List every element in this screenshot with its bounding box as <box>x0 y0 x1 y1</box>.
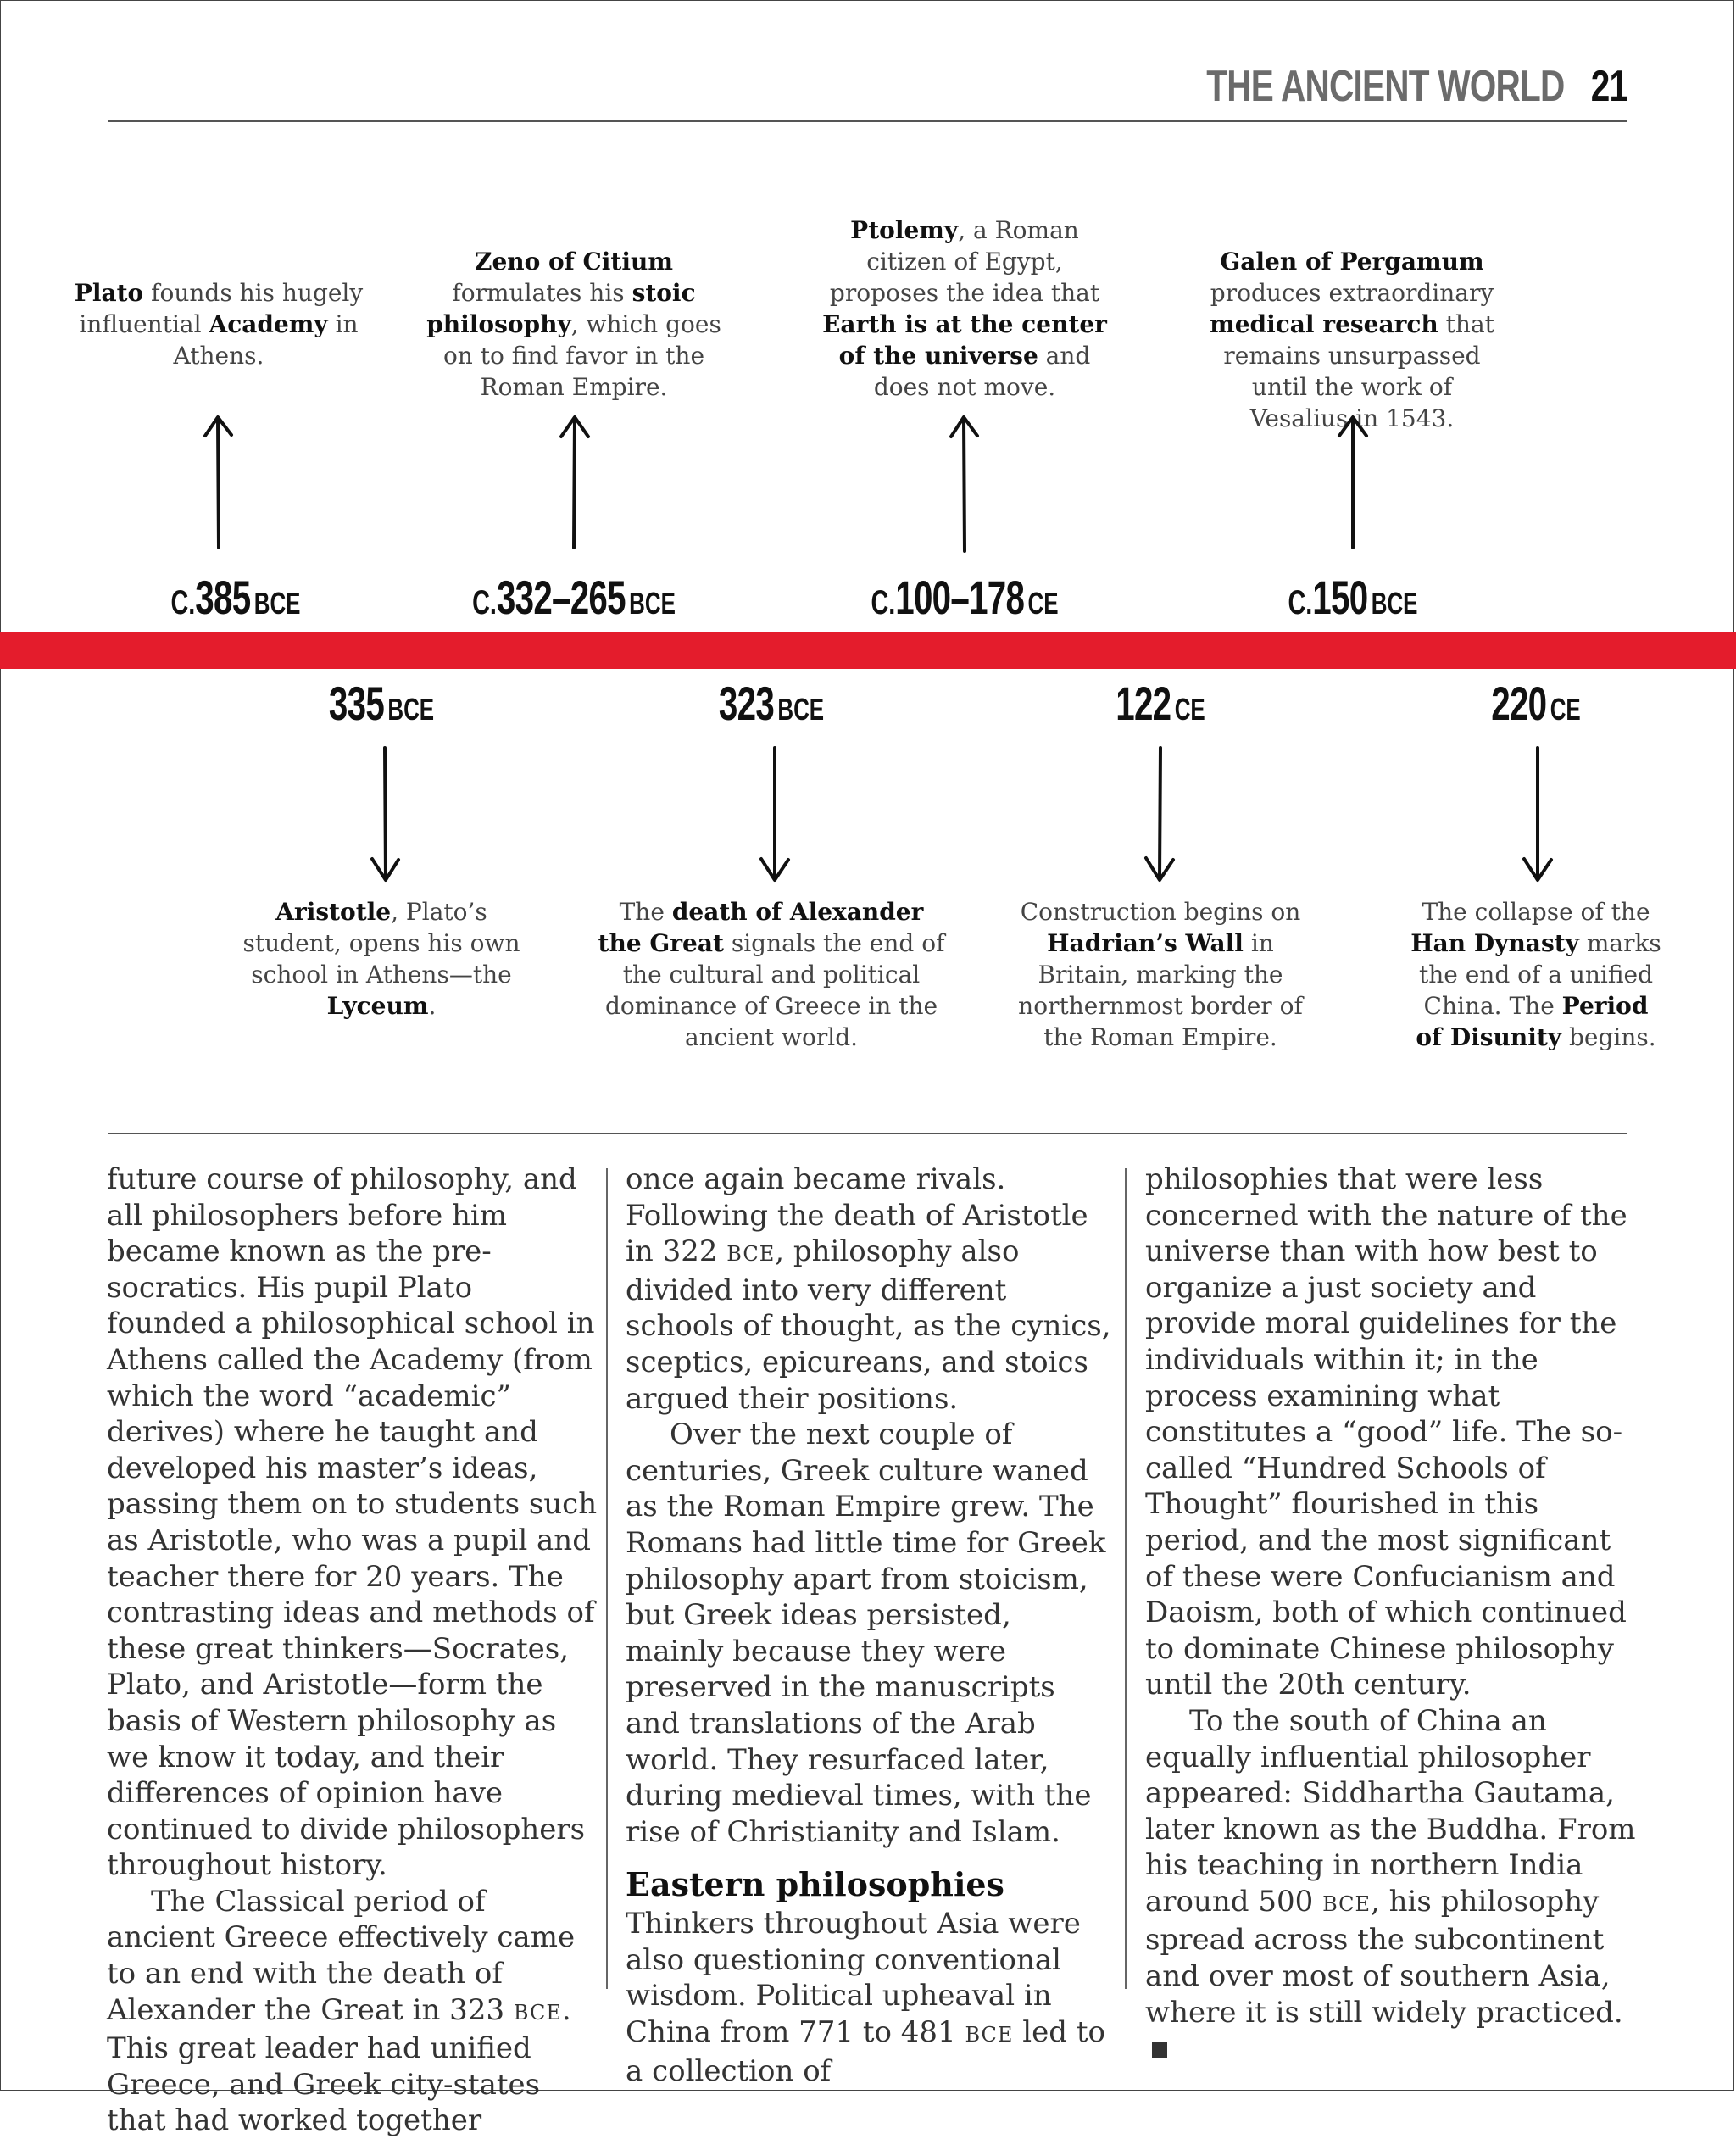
down-arrow-icon <box>1519 744 1556 883</box>
body-column-2 <box>626 1161 1117 2089</box>
paragraph: philosophies that were less concerned with the nature of the universe than with how best to organize a just society and provide moral guidelines for the individuals within it; in the process examining what constitutes a “good” life. The so-called “Hundred Schools of Thought” flourished in this period, and the most significant of these were Confucianism and Daoism, both of which continued to dominate Chinese philosophy until the 20th century. <box>1145 1162 1628 1702</box>
date-number: 220 <box>1491 677 1547 730</box>
event-above-2-text: Zeno of Citium formulates his stoic philosophy, which goes on to find favor in the Roman Empire. <box>426 248 721 401</box>
event-above-4-text: Galen of Pergamum produces extraordinary medical research that remains unsurpassed until the work of Vesalius in 1543. <box>1210 248 1494 432</box>
running-head <box>1206 61 1628 112</box>
column-divider <box>1125 1168 1127 1989</box>
date-number: 122 <box>1116 677 1171 730</box>
down-arrow-icon <box>1142 744 1179 883</box>
date-c332-265-bce <box>464 570 683 625</box>
paragraph: future course of philosophy, and all philosophers before him became known as the pre-socratics. His pupil Plato founded a philosophical school in Athens called the Academy (from which the word “academic” derives) where he taught and developed his master’s ideas, passing them on to students such as Aristotle, who was a pupil and teacher there for 20 years. The contrasting ideas and methods of these great thinkers—Socrates, Plato, and Aristotle—form the basis of Western philosophy as we know it today, and their differences of opinion have continued to divide philosophers throughout history. <box>107 1162 598 1883</box>
body-column-1 <box>107 1161 598 2139</box>
circa-prefix: C. <box>1288 584 1313 621</box>
up-arrow-icon <box>1334 414 1372 549</box>
date-323-bce <box>661 676 881 731</box>
date-c100-178-ce <box>854 570 1074 625</box>
down-arrow-icon <box>366 744 403 883</box>
end-of-article-mark <box>1152 2042 1167 2058</box>
date-era: BCE <box>253 586 301 621</box>
date-220-ce <box>1426 676 1645 731</box>
event-below-3-text: Construction begins on Hadrian’s Wall in Britain, marking the northernmost border of the Roman Empire. <box>1018 898 1303 1051</box>
timeline-band <box>0 632 1736 669</box>
up-arrow-icon <box>946 414 983 553</box>
date-number: 385 <box>195 571 251 624</box>
date-number: 332–265 <box>496 571 626 624</box>
date-era: BCE <box>777 692 825 727</box>
event-below-1-text: Aristotle, Plato’s student, opens his own school in Athens—the Lyceum. <box>242 898 520 1020</box>
circa-prefix: C. <box>170 584 196 621</box>
event-above-1-text: Plato founds his hugely influential Academy in Athens. <box>74 279 364 370</box>
date-era: BCE <box>629 586 676 621</box>
up-arrow-icon <box>200 414 237 549</box>
paragraph: Thinkers throughout Asia were also questioning conventional wisdom. Political upheaval in China from 771 to 481 BCE led to a collection of <box>626 1907 1105 2088</box>
date-era: CE <box>1550 692 1581 727</box>
page-number: 21 <box>1590 62 1628 111</box>
date-era: CE <box>1174 692 1205 727</box>
date-number: 100–178 <box>895 571 1025 624</box>
section-title: THE ANCIENT WORLD <box>1205 62 1565 111</box>
paragraph: To the south of China an equally influential philosopher appeared: Siddhartha Gautama, later known as the Buddha. From his teaching in northern India around 500 BCE, his philosophy spread across the subcontinent and over most of southern Asia, where it is still widely practiced. <box>1145 1703 1637 2067</box>
date-c150-bce <box>1243 570 1462 625</box>
date-era: BCE <box>387 692 435 727</box>
date-number: 150 <box>1312 571 1368 624</box>
circa-prefix: C. <box>472 584 497 621</box>
date-c385-bce <box>125 570 345 625</box>
date-335-bce <box>271 676 491 731</box>
paragraph: Over the next couple of centuries, Greek culture waned as the Roman Empire grew. The Romans had little time for Greek philosophy apart from stoicism, but Greek ideas persisted, mainly because they were preserved in the manuscripts and translations of the Arab world. They resurfaced later, during medieval times, with the rise of Christianity and Islam. <box>626 1418 1106 1849</box>
date-number: 323 <box>718 677 775 730</box>
event-below-4-text: The collapse of the Han Dynasty marks the end of a unified China. The Period of Disunity begins. <box>1410 898 1661 1051</box>
body-column-3 <box>1145 1161 1637 2067</box>
column-divider <box>606 1168 608 1989</box>
date-era: BCE <box>1371 586 1418 621</box>
date-era: CE <box>1027 586 1059 621</box>
circa-prefix: C. <box>871 584 896 621</box>
subheading-eastern-philosophies: Eastern philosophies <box>626 1865 1004 1904</box>
event-below-2-text: The death of Alexander the Great signals the end of the cultural and political dominance of Greece in the ancient world. <box>598 898 945 1051</box>
header-rule <box>108 120 1628 122</box>
event-above-3-text: Ptolemy, a Roman citizen of Egypt, proposes the idea that Earth is at the center of the universe and does not move. <box>822 216 1107 401</box>
date-number: 335 <box>328 677 385 730</box>
down-arrow-icon <box>756 744 793 883</box>
section-rule <box>108 1133 1628 1134</box>
up-arrow-icon <box>556 414 593 549</box>
paragraph: once again became rivals. Following the death of Aristotle in 322 BCE, philosophy also divided into very different schools of thought, as the cynics, sceptics, epicureans, and stoics argued their positions. <box>626 1162 1111 1416</box>
paragraph: The Classical period of ancient Greece effectively came to an end with the death of Alexander the Great in 323 BCE. This great leader had unified Greece, and Greek city-states that had worked together <box>107 1884 576 2138</box>
date-122-ce <box>1050 676 1270 731</box>
